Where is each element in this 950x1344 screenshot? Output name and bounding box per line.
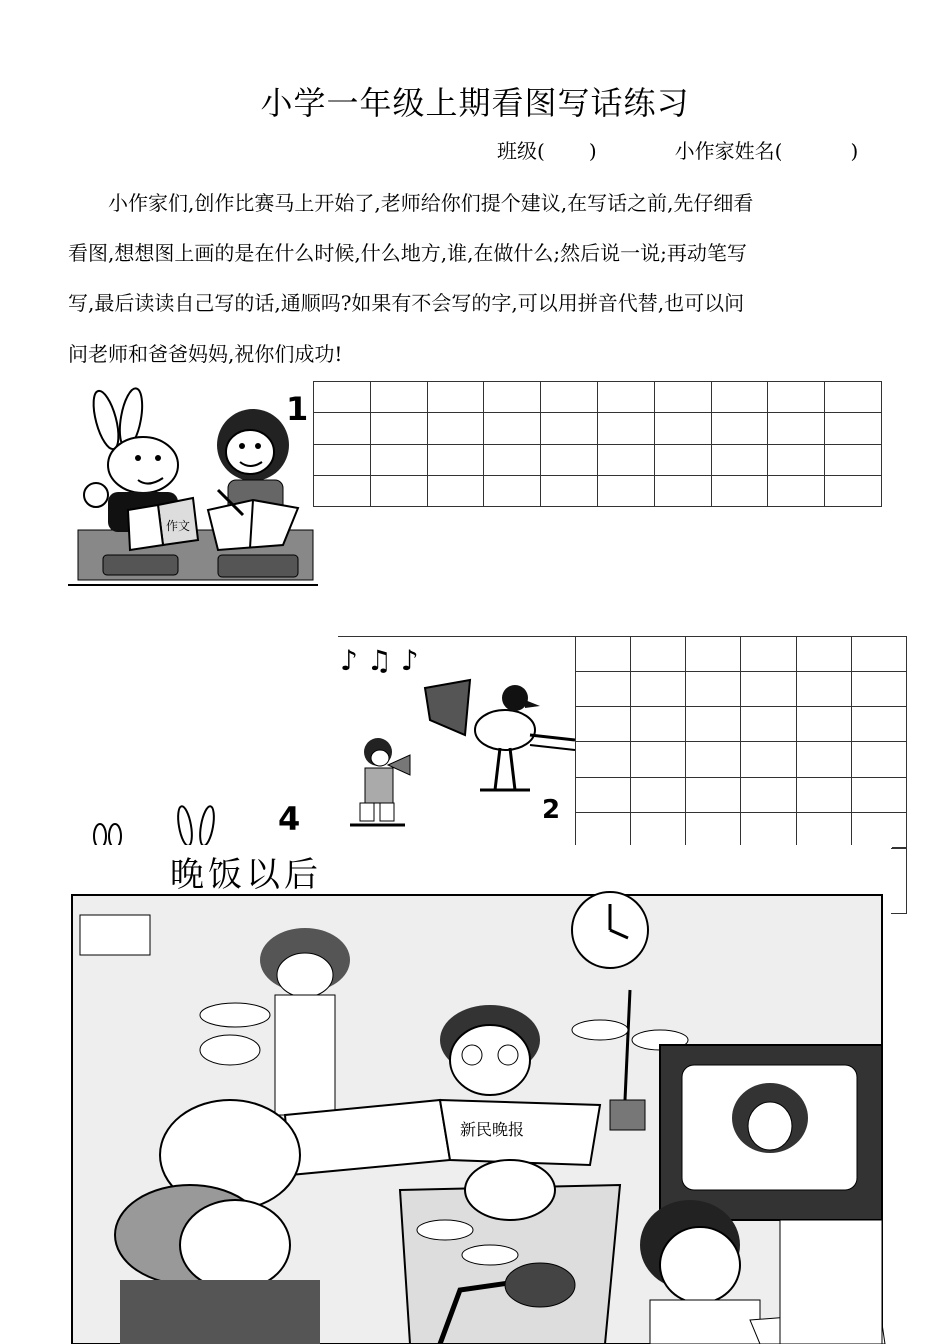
grid-2-top-edge <box>338 636 575 637</box>
name-close: ) <box>850 139 859 163</box>
class-label: 班级( <box>497 139 545 163</box>
name-label: 小作家姓名( <box>674 139 783 163</box>
monkey-trumpet-magpie-picture <box>330 640 575 835</box>
after-dinner-scene-picture <box>60 845 892 1344</box>
instruction-line-3: 写,最后读读自己写的话,通顺吗?如果有不会写的字,可以用拼音代替,也可以问 <box>68 291 745 315</box>
grid-2-remnant <box>891 848 907 914</box>
picture-number-4: 4 <box>278 800 301 838</box>
writing-grid-1[interactable] <box>313 381 882 507</box>
instruction-line-1: 小作家们,创作比赛马上开始了,老师给你们提个建议,在写话之前,先仔细看 <box>108 191 754 215</box>
writing-grid-2[interactable] <box>575 636 907 848</box>
instruction-line-2: 看图,想想图上画的是在什么时候,什么地方,谁,在做什么;然后说一说;再动笔写 <box>68 241 747 265</box>
rabbit-ears-fragment <box>85 798 315 848</box>
student-info-line <box>497 135 858 164</box>
picture-number-2: 2 <box>542 795 561 825</box>
picture-number-1: 1 <box>286 390 309 428</box>
newspaper-headline: 新民晚报 <box>460 1120 525 1139</box>
instruction-line-4: 问老师和爸爸妈妈,祝你们成功! <box>68 342 343 366</box>
music-notes: ♪ ♫ ♪ <box>340 644 419 677</box>
worksheet-title: 小学一年级上期看图写话练习 <box>260 84 690 122</box>
book-title-text: 作文 <box>166 519 191 533</box>
class-close: ) <box>588 139 597 163</box>
scene-caption: 晚饭以后 <box>170 855 322 895</box>
rabbit-monkey-reading-picture <box>68 380 318 588</box>
